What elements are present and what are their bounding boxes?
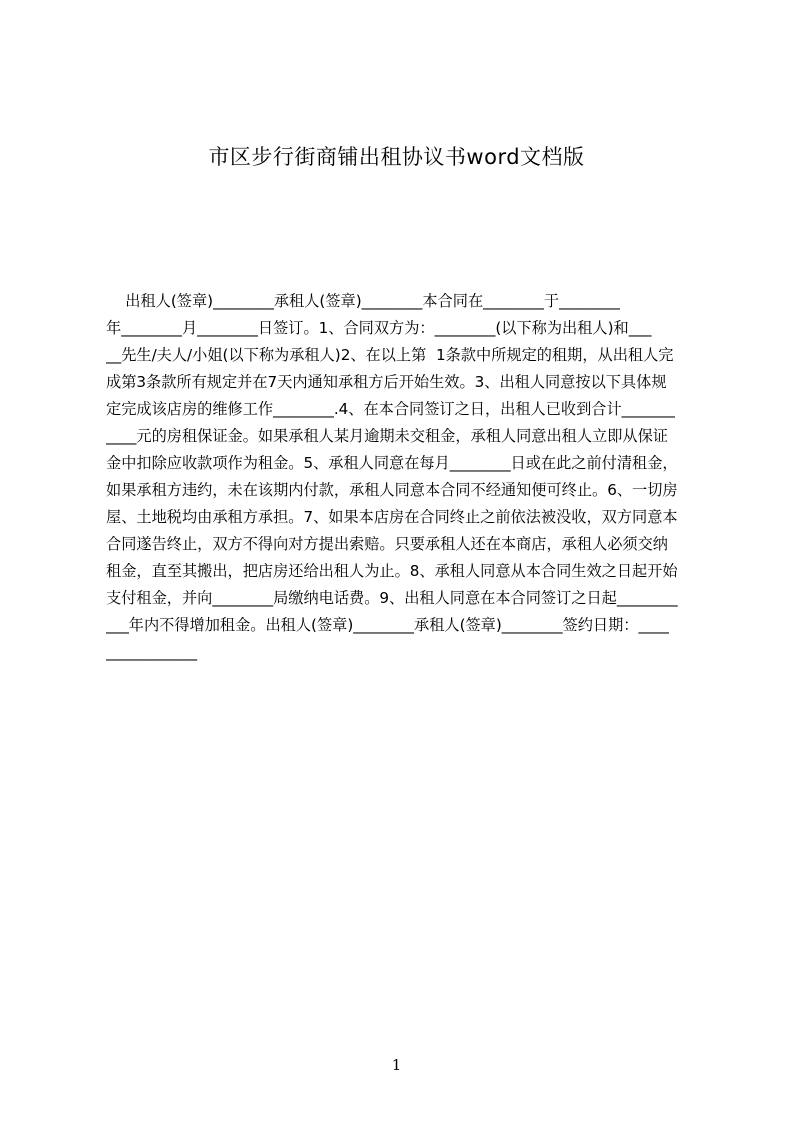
body-line: 成第3条款所有规定并在7天内通知承租方后开始生效。3、出租人同意按以下具体规: [106, 373, 667, 391]
contract-body: [106, 288, 696, 668]
body-line: ___年内不得增加租金。出租人(签章)________承租人(签章)________签约日期：____: [106, 616, 669, 634]
body-line: ____元的房租保证金。如果承租人某月逾期未交租金，承租人同意出租人立即从保证: [106, 427, 668, 445]
page-number: 1: [391, 1056, 402, 1074]
body-line: ____________: [106, 643, 198, 661]
body-line: 如果承租方违约，未在该期内付款，承租人同意本合同不经通知便可终止。6、一切房: [106, 481, 678, 499]
body-line: 年________月________日签订。1、合同双方为：________(以下称为出租人)和___: [106, 319, 652, 337]
body-line: 屋、土地税均由承租方承担。7、如果本店房在合同终止之前依法被没收，双方同意本: [106, 508, 678, 526]
body-line: __先生/夫人/小姐(以下称为承租人)2、在以上第 1条款中所规定的租期，从出租人完: [106, 346, 674, 364]
body-line: 合同遂告终止，双方不得向对方提出索赔。只要承租人还在本商店，承租人必须交纳: [106, 535, 668, 553]
body-line: 支付租金，并向________局缴纳电话费。9、出租人同意在本合同签订之日起________: [106, 589, 678, 607]
body-line: 出租人(签章)________承租人(签章)________本合同在________于________: [106, 292, 620, 310]
body-line: 金中扣除应收款项作为租金。5、承租人同意在每月________日或在此之前付清租金，: [106, 454, 678, 472]
document-title: 市区步行街商铺出租协议书word文档版: [208, 145, 585, 169]
body-line: 定完成该店房的维修工作________.4、在本合同签订之日，出租人已收到合计_______: [106, 400, 675, 418]
body-line: 租金，直至其搬出，把店房还给出租人为止。8、承租人同意从本合同生效之日起开始: [106, 562, 678, 580]
